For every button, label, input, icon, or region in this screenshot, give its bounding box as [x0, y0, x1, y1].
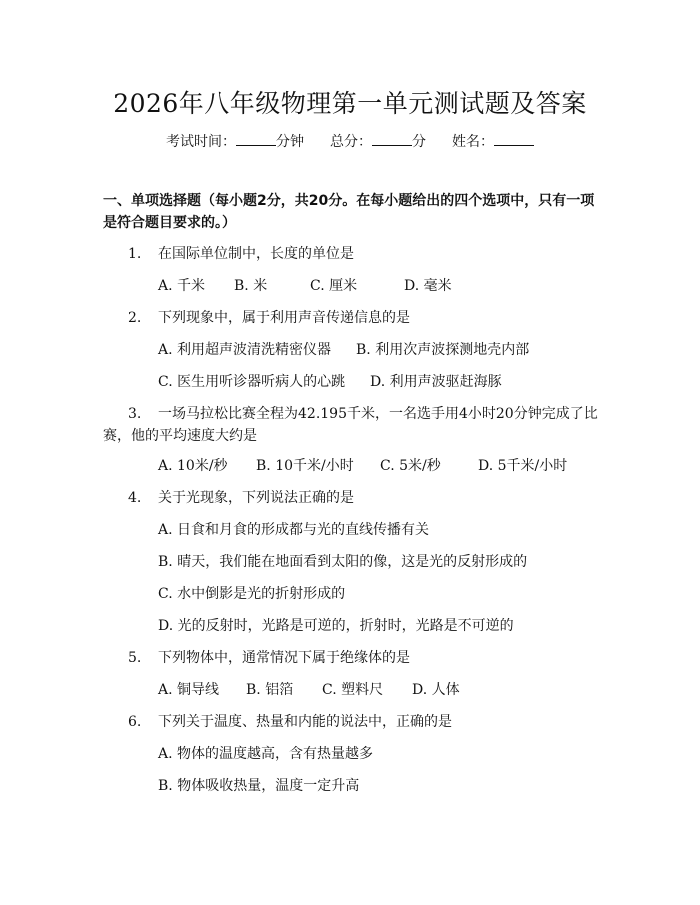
option-c: C. 塑料尺	[322, 682, 384, 698]
question-number: 4.	[128, 490, 142, 506]
option-b: B. 晴天，我们能在地面看到太阳的像，这是光的反射形成的	[158, 554, 528, 570]
exam-meta	[0, 131, 700, 151]
question-6-option-b	[158, 776, 359, 796]
question-4-option-b	[158, 552, 527, 572]
question-6-option-a	[158, 744, 373, 764]
option-b: B. 米	[234, 278, 268, 294]
question-1-options	[158, 276, 452, 296]
question-4-option-a	[158, 520, 429, 540]
question-5	[128, 648, 410, 668]
option-a: A. 10米/秒	[158, 458, 228, 474]
question-1	[128, 244, 354, 264]
name-blank	[494, 133, 534, 146]
option-d: D. 利用声波驱赶海豚	[370, 374, 502, 390]
question-4-option-c	[158, 584, 345, 604]
option-b: B. 铝箔	[246, 682, 294, 698]
option-a: A. 物体的温度越高，含有热量越多	[158, 746, 374, 762]
question-6	[128, 712, 452, 732]
time-blank	[236, 133, 276, 146]
section-heading: 一、单项选择题（每小题2分，共20分。在每小题给出的四个选项中，只有一项是符合题目要求的。）	[103, 193, 595, 231]
option-b: B. 10千米/小时	[256, 458, 354, 474]
question-2-options-row1	[158, 340, 529, 360]
question-text: 关于光现象，下列说法正确的是	[158, 490, 354, 506]
option-b: B. 利用次声波探测地壳内部	[356, 342, 530, 358]
option-d: D. 光的反射时，光路是可逆的，折射时，光路是不可逆的	[158, 618, 514, 634]
option-c: C. 医生用听诊器听病人的心跳	[158, 374, 346, 390]
question-3-continued	[103, 426, 257, 446]
option-b: B. 物体吸收热量，温度一定升高	[158, 778, 360, 794]
option-c: C. 水中倒影是光的折射形成的	[158, 586, 346, 602]
question-number: 3.	[128, 406, 142, 422]
question-2	[128, 308, 410, 328]
option-d: D. 毫米	[404, 278, 452, 294]
question-text: 在国际单位制中，长度的单位是	[158, 246, 354, 262]
question-5-options	[158, 680, 460, 700]
question-number: 2.	[128, 310, 142, 326]
option-c: C. 厘米	[310, 278, 358, 294]
question-2-options-row2	[158, 372, 502, 392]
time-label: 考试时间：	[166, 134, 236, 150]
question-number: 1.	[128, 246, 142, 262]
question-3-options	[158, 456, 567, 476]
option-a: A. 利用超声波清洗精密仪器	[158, 342, 332, 358]
option-d: D. 5千米/小时	[478, 458, 568, 474]
question-text-continued: 赛，他的平均速度大约是	[103, 428, 257, 444]
question-text: 下列关于温度、热量和内能的说法中，正确的是	[158, 714, 452, 730]
option-a: A. 日食和月食的形成都与光的直线传播有关	[158, 522, 430, 538]
option-d: D. 人体	[412, 682, 460, 698]
score-label: 总分：	[330, 134, 372, 150]
score-blank	[372, 133, 412, 146]
question-3	[128, 404, 598, 424]
question-4-option-d	[158, 616, 514, 636]
score-unit: 分	[412, 134, 426, 150]
question-4	[128, 488, 354, 508]
name-label: 姓名：	[452, 134, 494, 150]
question-text: 下列物体中，通常情况下属于绝缘体的是	[158, 650, 410, 666]
option-a: A. 千米	[158, 278, 206, 294]
option-c: C. 5米/秒	[380, 458, 441, 474]
question-text: 下列现象中，属于利用声音传递信息的是	[158, 310, 410, 326]
time-unit: 分钟	[276, 134, 304, 150]
question-text: 一场马拉松比赛全程为42.195千米，一名选手用4小时20分钟完成了比	[158, 406, 598, 422]
page-title: 2026年八年级物理第一单元测试题及答案	[113, 89, 587, 118]
question-number: 5.	[128, 650, 142, 666]
question-number: 6.	[128, 714, 142, 730]
option-a: A. 铜导线	[158, 682, 220, 698]
